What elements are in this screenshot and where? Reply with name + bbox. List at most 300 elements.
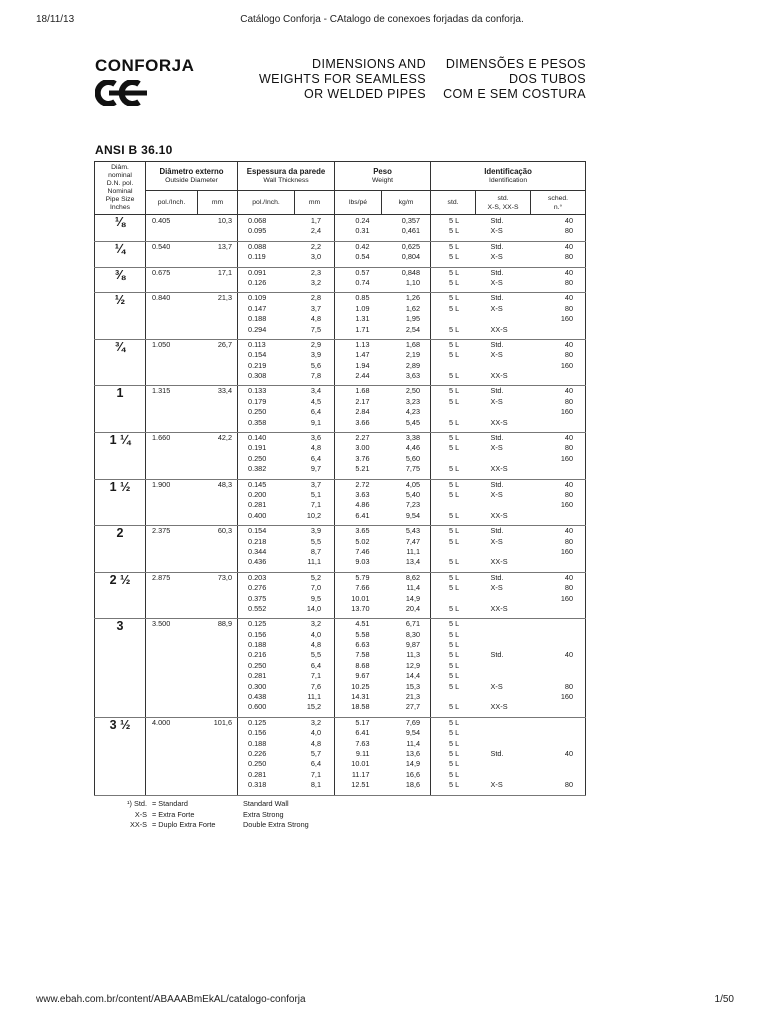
- cell-value: 0.109: [248, 293, 267, 303]
- identification-std: [431, 241, 476, 267]
- cell-value: 7,23: [405, 500, 421, 510]
- cell-value: 5 L: [449, 640, 460, 650]
- cell-value: 4,05: [405, 479, 421, 489]
- cell-value: 160: [560, 692, 574, 702]
- header-text: Diâm.: [111, 164, 129, 171]
- cell-value: 5.21: [355, 464, 370, 474]
- cell-value: 48,3: [217, 479, 233, 489]
- cell-value: 5 L: [449, 702, 460, 712]
- cell-value: 5 L: [449, 267, 460, 277]
- wall-thickness-inch: [238, 717, 295, 795]
- identification-xs: [476, 526, 531, 573]
- cell-value: [491, 739, 531, 749]
- schedule-number: [531, 241, 586, 267]
- cell-value: 1,7: [310, 216, 322, 225]
- cell-value: 5 L: [449, 681, 460, 691]
- cell-value: [491, 594, 531, 604]
- cell-value: 10.25: [351, 681, 370, 691]
- outside-diameter-mm: [198, 717, 238, 795]
- cell-value: 9,1: [310, 417, 322, 427]
- title-pt-line: COM E SEM COSTURA: [443, 87, 586, 101]
- cell-value: 3.500: [152, 619, 171, 629]
- weight-kg: [382, 386, 431, 433]
- cell-value: [531, 728, 574, 738]
- cell-value: [491, 770, 531, 780]
- cell-value: 1.68: [355, 386, 370, 396]
- cell-value: 5 L: [449, 583, 460, 593]
- cell-value: [531, 464, 574, 474]
- header-text: Weight: [372, 177, 394, 184]
- cell-value: X-S: [490, 277, 503, 287]
- weight-lbs: [335, 433, 382, 480]
- wall-thickness-mm: [295, 241, 335, 267]
- identification-std: [431, 215, 476, 242]
- cell-value: 7.58: [355, 650, 370, 660]
- header-text: Outside Diameter: [165, 177, 218, 184]
- footnote-pt: = Standard: [152, 799, 188, 808]
- cell-value: 9,5: [310, 593, 322, 603]
- cell-value: 0.552: [248, 603, 267, 613]
- cell-value: 8,7: [310, 546, 322, 556]
- nominal-size: ½: [95, 293, 146, 340]
- cell-value: 0.57: [355, 267, 370, 277]
- cell-value: 0.113: [248, 339, 266, 349]
- weight-lbs: [335, 267, 382, 293]
- title-pt-line: DOS TUBOS: [509, 72, 586, 86]
- cell-value: 13.70: [351, 603, 370, 613]
- outside-diameter-mm: [198, 386, 238, 433]
- cell-value: 5 L: [449, 293, 460, 303]
- cell-value: 9,87: [405, 640, 421, 650]
- cell-value: 0.219: [248, 360, 267, 370]
- cell-value: [531, 418, 574, 428]
- cell-value: 7,1: [310, 500, 322, 510]
- cell-value: XX-S: [490, 702, 508, 712]
- header-wt-mm: mm: [295, 191, 335, 215]
- cell-value: 5,5: [310, 650, 322, 660]
- cell-value: 80: [564, 303, 574, 313]
- cell-value: Std.: [490, 479, 504, 489]
- cell-value: 0.216: [248, 650, 267, 660]
- header-nominal: [95, 162, 146, 215]
- identification-std: [431, 339, 476, 386]
- cell-value: 0.358: [248, 417, 267, 427]
- cell-value: 10.01: [351, 759, 370, 769]
- header-text: Diâmetro externo: [159, 167, 224, 176]
- cell-value: 7.63: [355, 738, 370, 748]
- wall-thickness-mm: [295, 339, 335, 386]
- cell-value: 40: [564, 267, 574, 277]
- cell-value: [491, 661, 531, 671]
- identification-std: [431, 717, 476, 795]
- identification-xs: [476, 572, 531, 619]
- weight-lbs: [335, 717, 382, 795]
- identification-std: [431, 293, 476, 340]
- cell-value: 5,60: [405, 453, 421, 463]
- cell-value: 0.400: [248, 510, 267, 520]
- nominal-size: 3 ½: [95, 717, 146, 795]
- cell-value: 2.72: [355, 479, 370, 489]
- cell-value: 5 L: [449, 619, 460, 629]
- cell-value: 3,38: [405, 433, 421, 443]
- cell-value: 0,804: [401, 252, 421, 262]
- wall-thickness-inch: [238, 433, 295, 480]
- cell-value: [449, 594, 476, 604]
- header-text: n.°: [553, 203, 563, 211]
- identification-std: [431, 572, 476, 619]
- cell-value: 0.375: [248, 593, 267, 603]
- cell-value: 0,625: [401, 241, 421, 251]
- cell-value: 0.200: [248, 489, 267, 499]
- cell-value: 0.318: [248, 780, 267, 790]
- table-row: [95, 215, 586, 242]
- weight-lbs: [335, 293, 382, 340]
- cell-value: 7,1: [310, 671, 322, 681]
- identification-xs: [476, 215, 531, 242]
- cell-value: 7,5: [310, 324, 322, 334]
- cell-value: 88,9: [217, 619, 233, 629]
- title-en-line: OR WELDED PIPES: [304, 87, 426, 101]
- cell-value: 5 L: [449, 417, 460, 427]
- identification-std: [431, 479, 476, 526]
- cell-value: 5.58: [355, 629, 370, 639]
- nominal-size: 2: [95, 526, 146, 573]
- cell-value: [491, 361, 531, 371]
- cell-value: 4,5: [310, 396, 322, 406]
- wall-thickness-inch: [238, 479, 295, 526]
- outside-diameter-mm: [198, 526, 238, 573]
- outside-diameter-mm: [198, 339, 238, 386]
- cell-value: X-S: [490, 396, 503, 406]
- wall-thickness-inch: [238, 339, 295, 386]
- wall-thickness-mm: [295, 215, 335, 242]
- cell-value: 8,62: [405, 572, 421, 582]
- weight-lbs: [335, 479, 382, 526]
- cell-value: Std.: [490, 293, 504, 303]
- table-row: [95, 241, 586, 267]
- cell-value: 5 L: [449, 216, 460, 225]
- header-text: std.: [497, 194, 509, 202]
- cell-value: [449, 407, 476, 417]
- wall-thickness-mm: [295, 386, 335, 433]
- footnote-row: [82, 820, 482, 831]
- cell-value: 3,2: [310, 717, 322, 727]
- cell-value: 9,54: [405, 728, 421, 738]
- cell-value: Std.: [490, 526, 504, 536]
- cell-value: 26,7: [217, 339, 233, 349]
- cell-value: 21,3: [217, 293, 233, 303]
- cell-value: 80: [564, 681, 574, 691]
- cell-value: 0.250: [248, 407, 267, 417]
- cell-value: XX-S: [490, 324, 508, 334]
- cell-value: 10.01: [351, 593, 370, 603]
- cell-value: [491, 407, 531, 417]
- cell-value: 2.375: [152, 526, 171, 536]
- header-text: D.N. pol.: [106, 180, 134, 187]
- brand: [95, 56, 194, 111]
- cell-value: 1.71: [355, 324, 370, 334]
- cell-value: 4,8: [310, 640, 322, 650]
- cell-value: X-S: [490, 489, 503, 499]
- cell-value: 80: [564, 396, 574, 406]
- header-text: Espessura da parede: [246, 167, 326, 176]
- cell-value: 40: [564, 433, 574, 443]
- cell-value: 160: [560, 593, 574, 603]
- cell-value: 20,4: [405, 603, 421, 613]
- title-en-line: DIMENSIONS AND: [312, 57, 426, 71]
- header-text: nominal: [108, 172, 132, 179]
- cell-value: 1,10: [405, 277, 421, 287]
- cell-value: 5 L: [449, 759, 460, 769]
- cell-value: 0.226: [248, 748, 267, 758]
- cell-value: Std.: [490, 241, 504, 251]
- identification-xs: [476, 619, 531, 718]
- weight-kg: [382, 293, 431, 340]
- cell-value: X-S: [490, 252, 503, 262]
- schedule-number: [531, 215, 586, 242]
- print-footer: [36, 994, 734, 1008]
- cell-value: 4,8: [310, 314, 322, 324]
- header-text: Inches: [109, 204, 131, 211]
- schedule-number: [531, 619, 586, 718]
- cell-value: 5,2: [310, 572, 322, 582]
- wall-thickness-inch: [238, 293, 295, 340]
- cell-value: 40: [564, 386, 574, 396]
- cell-value: [531, 511, 574, 521]
- footnote-pt: = Extra Forte: [152, 809, 195, 819]
- cell-value: 2.27: [355, 433, 370, 443]
- schedule-number: [531, 433, 586, 480]
- cell-value: 5 L: [449, 650, 460, 660]
- cell-value: [531, 640, 574, 650]
- cell-value: X-S: [490, 226, 503, 236]
- cell-value: 160: [560, 314, 574, 324]
- table-row: [95, 386, 586, 433]
- cell-value: 5 L: [449, 324, 460, 334]
- cell-value: 0.133: [248, 386, 267, 396]
- cell-value: 8,1: [310, 780, 322, 790]
- cell-value: 0.154: [248, 350, 267, 360]
- identification-xs: [476, 339, 531, 386]
- cell-value: 5.17: [355, 717, 370, 727]
- cell-value: XX-S: [490, 417, 508, 427]
- cell-value: X-S: [490, 536, 503, 546]
- schedule-number: [531, 339, 586, 386]
- cell-value: 80: [564, 443, 574, 453]
- cell-value: [531, 718, 574, 728]
- wall-thickness-inch: [238, 526, 295, 573]
- cell-value: [491, 718, 531, 728]
- cell-value: 6.41: [355, 510, 370, 520]
- cell-value: 1.315: [152, 386, 171, 396]
- weight-kg: [382, 526, 431, 573]
- cell-value: 18.58: [351, 702, 370, 712]
- outside-diameter-mm: [198, 479, 238, 526]
- header-text: Identification: [488, 177, 528, 184]
- cell-value: 0.300: [248, 681, 267, 691]
- identification-xs: [476, 433, 531, 480]
- outside-diameter-inch: [146, 619, 198, 718]
- cell-value: 2,4: [310, 226, 322, 236]
- cell-value: 3,63: [405, 371, 421, 381]
- cell-value: 8.68: [355, 660, 370, 670]
- print-title: Catálogo Conforja - CAtalogo de conexoes forjadas da conforja.: [240, 14, 524, 25]
- cell-value: 0.068: [248, 216, 267, 225]
- cell-value: 16,6: [405, 769, 421, 779]
- cell-value: 11,4: [406, 738, 421, 748]
- cell-value: 80: [564, 536, 574, 546]
- cell-value: 0.276: [248, 583, 267, 593]
- identification-std: [431, 619, 476, 718]
- table-row: [95, 572, 586, 619]
- table-row: [95, 293, 586, 340]
- cell-value: 5,6: [310, 360, 322, 370]
- cell-value: 0.85: [355, 293, 370, 303]
- cell-value: 3,6: [310, 433, 322, 443]
- cell-value: [491, 640, 531, 650]
- cell-value: 14,9: [405, 593, 421, 603]
- weight-lbs: [335, 339, 382, 386]
- cell-value: 5 L: [449, 510, 460, 520]
- cell-value: 17,1: [217, 267, 233, 277]
- cell-value: 4.000: [152, 717, 171, 727]
- cell-value: 0.382: [248, 464, 267, 474]
- cell-value: 5 L: [449, 339, 460, 349]
- header-std: std.: [431, 191, 476, 215]
- conforja-logo-icon: [95, 80, 149, 106]
- cell-value: 13,7: [217, 241, 233, 251]
- cell-value: 2,8: [310, 293, 322, 303]
- cell-value: 5 L: [449, 629, 460, 639]
- cell-value: 5,40: [405, 489, 421, 499]
- table-row: [95, 267, 586, 293]
- cell-value: X-S: [490, 583, 503, 593]
- cell-value: X-S: [490, 350, 503, 360]
- cell-value: XX-S: [490, 371, 508, 381]
- cell-value: 40: [564, 216, 574, 225]
- cell-value: 11,1: [307, 557, 322, 567]
- cell-value: [531, 661, 574, 671]
- header-kg: kg/m: [382, 191, 431, 215]
- cell-value: [491, 619, 531, 629]
- outside-diameter-mm: [198, 241, 238, 267]
- title-english: [240, 57, 426, 102]
- cell-value: 5 L: [449, 671, 460, 681]
- cell-value: 5 L: [449, 526, 460, 536]
- cell-value: [491, 500, 531, 510]
- cell-value: 1.660: [152, 433, 171, 443]
- cell-value: 0.095: [248, 226, 267, 236]
- cell-value: 4,23: [405, 407, 421, 417]
- outside-diameter-inch: [146, 479, 198, 526]
- cell-value: 3,9: [310, 526, 322, 536]
- cell-value: Std.: [490, 433, 504, 443]
- cell-value: 3,4: [310, 386, 322, 396]
- cell-value: 3.66: [355, 417, 370, 427]
- cell-value: 5 L: [449, 769, 460, 779]
- cell-value: [531, 630, 574, 640]
- cell-value: 5 L: [449, 738, 460, 748]
- cell-value: 0.156: [248, 728, 267, 738]
- cell-value: 4,0: [310, 728, 322, 738]
- table-row: [95, 479, 586, 526]
- cell-value: 12,9: [405, 660, 421, 670]
- cell-value: 0.125: [248, 717, 267, 727]
- footnote-row: [82, 810, 482, 821]
- cell-value: 6,4: [310, 660, 322, 670]
- cell-value: 0,357: [401, 216, 421, 225]
- cell-value: 3,23: [405, 396, 421, 406]
- header-text: Pipe Size: [105, 196, 135, 203]
- cell-value: XX-S: [490, 510, 508, 520]
- cell-value: 80: [564, 583, 574, 593]
- cell-value: 15,3: [405, 681, 421, 691]
- cell-value: 21,3: [405, 692, 421, 702]
- cell-value: 10,2: [306, 510, 322, 520]
- weight-lbs: [335, 526, 382, 573]
- table-row: [95, 619, 586, 718]
- cell-value: 40: [564, 650, 574, 660]
- cell-value: 5 L: [449, 557, 460, 567]
- print-header: [36, 14, 728, 28]
- header-lbs: lbs/pé: [335, 191, 382, 215]
- outside-diameter-inch: [146, 433, 198, 480]
- weight-kg: [382, 267, 431, 293]
- cell-value: 3.76: [355, 453, 370, 463]
- cell-value: 2,54: [405, 324, 421, 334]
- cell-value: 6,71: [405, 619, 421, 629]
- cell-value: 3.00: [355, 443, 370, 453]
- header-wt-inch: pol./Inch.: [238, 191, 295, 215]
- cell-value: XX-S: [490, 603, 508, 613]
- cell-value: [491, 759, 531, 769]
- cell-value: 0.250: [248, 453, 267, 463]
- footnote-en: Double Extra Strong: [243, 820, 309, 829]
- cell-value: 6,4: [310, 453, 322, 463]
- cell-value: [531, 557, 574, 567]
- cell-value: 11,1: [307, 692, 322, 702]
- cell-value: 7.66: [355, 583, 370, 593]
- cell-value: 11.17: [351, 769, 370, 779]
- cell-value: [449, 314, 476, 324]
- cell-value: Std.: [490, 267, 504, 277]
- page-number: 1/50: [714, 994, 734, 1005]
- nominal-size: 1 ½: [95, 479, 146, 526]
- cell-value: 1.47: [355, 350, 370, 360]
- cell-value: 160: [560, 500, 574, 510]
- cell-value: 5 L: [449, 780, 460, 790]
- identification-xs: [476, 386, 531, 433]
- cell-value: 5 L: [449, 660, 460, 670]
- cell-value: 13,6: [405, 748, 421, 758]
- header-text: Peso: [373, 167, 392, 176]
- cell-value: 15,2: [306, 702, 322, 712]
- wall-thickness-mm: [295, 479, 335, 526]
- cell-value: 2,9: [310, 339, 322, 349]
- cell-value: 80: [564, 252, 574, 262]
- cell-value: 0.126: [248, 277, 267, 287]
- outside-diameter-inch: [146, 526, 198, 573]
- cell-value: 5 L: [449, 350, 460, 360]
- identification-std: [431, 526, 476, 573]
- cell-value: 0.179: [248, 396, 267, 406]
- outside-diameter-inch: [146, 241, 198, 267]
- cell-value: [449, 361, 476, 371]
- title-portuguese: [440, 57, 586, 102]
- cell-value: 9,54: [405, 510, 421, 520]
- cell-value: 0.675: [152, 267, 171, 277]
- cell-value: 5,7: [310, 748, 322, 758]
